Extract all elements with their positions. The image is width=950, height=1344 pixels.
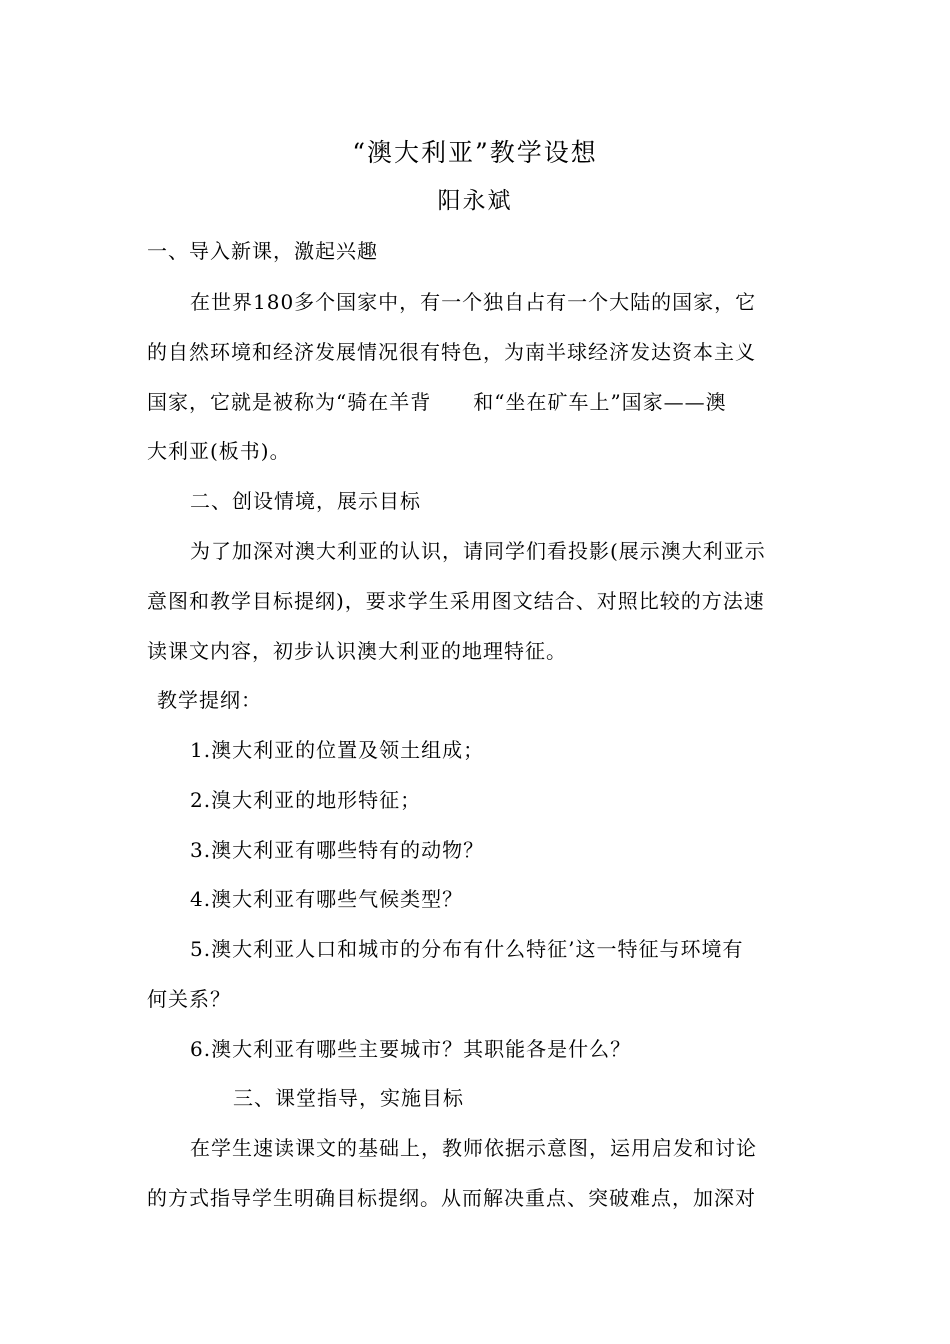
paragraph-line: 的方式指导学生明确目标提纲。从而解决重点、突破难点，加深对 <box>147 1186 756 1210</box>
paragraph-line: 的自然环境和经济发展情况很有特色，为南半球经济发达资本主义 <box>147 340 756 364</box>
outline-item: 4.澳大利亚有哪些气候类型？ <box>190 887 464 911</box>
outline-heading: 教学提纲： <box>157 688 262 712</box>
outline-item: 3.澳大利亚有哪些特有的动物？ <box>190 838 485 862</box>
paragraph-line: 大利亚(板书)。 <box>147 439 291 463</box>
document-author: 阳永斌 <box>437 188 513 214</box>
paragraph-line: 读课文内容，初步认识澳大利亚的地理特征。 <box>147 639 567 663</box>
paragraph-line: 国家，它就是被称为“骑在羊背 和“坐在矿车上”国家——澳 <box>147 390 727 414</box>
paragraph-line: 为了加深对澳大利亚的认识，请同学们看投影(展示澳大利亚示 <box>190 539 766 563</box>
paragraph-line: 在学生速读课文的基础上，教师依据示意图，运用启发和讨论 <box>190 1136 757 1160</box>
section-heading-2: 二、创设情境，展示目标 <box>190 489 421 513</box>
outline-item-continued: 何关系？ <box>147 987 231 1011</box>
section-heading-1: 一、导入新课，激起兴趣 <box>147 239 378 263</box>
document-title: “澳大利亚”教学设想 <box>352 138 598 167</box>
outline-item: 1.澳大利亚的位置及领土组成； <box>190 738 485 762</box>
outline-item: 5.澳大利亚人口和城市的分布有什么特征’这一特征与环境有 <box>190 937 744 961</box>
outline-item: 2.溴大利亚的地形特征； <box>190 788 422 812</box>
paragraph-line: 在世界180多个国家中，有一个独自占有一个大陆的国家，它 <box>190 290 757 314</box>
paragraph-line: 意图和教学目标提纲)，要求学生采用图文结合、对照比较的方法速 <box>147 589 765 613</box>
outline-item: 6.澳大利亚有哪些主要城市？其职能各是什么？ <box>190 1037 632 1061</box>
section-heading-3: 三、课堂指导，实施目标 <box>233 1086 464 1110</box>
